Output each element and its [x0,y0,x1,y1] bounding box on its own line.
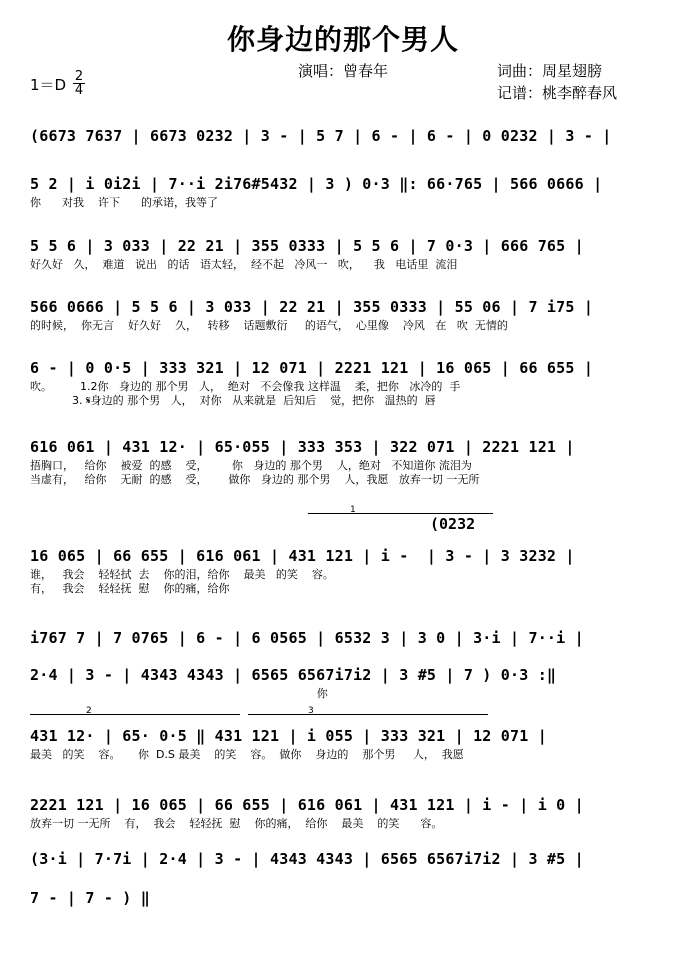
score-line [30,888,660,908]
lyric-line: 的时候， 你无言 好久好 久， 转移 话题敷衍 的语气， 心里像 冷风 在 吹 无情的 [30,319,508,332]
time-signature [73,70,85,97]
time-signature-numerator: 2 [74,69,84,84]
lyric-line: 你 [30,687,328,700]
volta-label-1: 1 [350,505,356,515]
score-line [30,236,660,271]
time-signature-denominator: 4 [74,83,84,98]
lyric-line: 你 对我 许下 的承诺，我等了 [30,196,218,209]
score-line [30,437,660,486]
notation-line: i767 7 | 7 0765 | 6 - | 6 0565 | 6532 3 | 3 0 | 3·i | 7··i | [30,629,584,647]
notation-line: 6 - | 0 0·5 | 333 321 | 12 071 | 2221 121 | 16 065 | 66 655 | [30,359,594,377]
lyric-line: 有， 我会 轻轻抚 慰 你的痛，给你 [30,582,230,595]
lyric-line: 放弃一切 一无所 有， 我会 轻轻抚 慰 你的痛， 给你 最美 的笑 容。 [30,817,443,830]
lyric-line: 好久好 久， 难道 说出 的话 语太轻， 经不起 冷风一 吹， 我 电话里 流泪 [30,258,458,271]
score-line [30,849,660,869]
lyric-line: 捂胸口， 给你 被爱 的感 受， 你 身边的 那个男 人，绝对 不知道你 流泪为 [30,459,472,472]
notation-line: (6673 7637 | 6673 0232 | 3 - | 5 7 | 6 - | 6 - | 0 0232 | 3 - | [30,127,612,145]
lyric-line: 谁， 我会 轻轻拭 去 你的泪，给你 最美 的笑 容。 [30,568,334,581]
volta-line-3 [248,714,488,715]
score-line [30,546,660,595]
volta-label-3: 3 [308,706,314,716]
score-line [30,726,660,761]
notation-line: (3·i | 7·7i | 2·4 | 3 - | 4343 4343 | 6565 6567i7i2 | 3 #5 | [30,850,584,868]
score-line [30,126,660,146]
volta-line-2 [30,714,240,715]
notation-line: 431 12· | 65· 0·5 ‖ 431 121 | i 055 | 333 321 | 12 071 | [30,727,547,745]
pickup-notes: (0232 [430,515,476,533]
notation-line: 2·4 | 3 - | 4343 4343 | 6565 6567i7i2 | 3 #5 | 7 ) 0·3 :‖ [30,666,557,684]
notation-line: 2221 121 | 16 065 | 66 655 | 616 061 | 431 121 | i - | i 0 | [30,796,584,814]
transcriber-credit: 记谱：桃李醉春风 [497,84,618,102]
lyric-line: 当虚有， 给你 无耐 的感 受， 做你 身边的 那个男 人，我愿 放弃一切 一无所 [30,473,480,486]
notation-line: 16 065 | 66 655 | 616 061 | 431 121 | i - | 3 - | 3 3232 | [30,547,575,565]
song-title: 你身边的那个男人 [226,23,459,56]
notation-line: 5 2 | i 0i2i | 7··i 2i76#5432 | 3 ) 0·3 ‖: 66·765 | 566 0666 | [30,175,603,193]
notation-line: 616 061 | 431 12· | 65·055 | 333 353 | 322 071 | 2221 121 | [30,438,575,456]
lyric-line: 3. 𝄋身边的 那个男 人， 对你 从来就是 后知后 觉，把你 温热的 唇 [30,394,436,407]
lyric-line: 吹。 1.2你 身边的 那个男 人， 绝对 不会像我 这样温 柔，把你 冰冷的 手 [30,380,461,393]
score-line [30,297,660,332]
notation-line: 5 5 6 | 3 033 | 22 21 | 355 0333 | 5 5 6 | 7 0·3 | 666 765 | [30,237,584,255]
volta-line-1 [308,513,493,514]
score-line [30,665,660,700]
singer-credit: 演唱：曾春年 [298,62,389,80]
score-line [30,174,660,209]
score-line [30,628,660,648]
key-signature: 1＝D [30,76,67,94]
score-line [30,795,660,830]
notation-line: 566 0666 | 5 5 6 | 3 033 | 22 21 | 355 0333 | 55 06 | 7 i75 | [30,298,594,316]
lyric-line: 最美 的笑 容。 你 D.S 最美 的笑 容。 做你 身边的 那个男 人， 我愿 [30,748,464,761]
notation-line: 7 - | 7 - ) ‖ [30,889,150,907]
volta-label-2: 2 [86,706,92,716]
score-line [30,358,660,407]
lyricist-credit: 词曲：周星翅膀 [497,62,603,80]
